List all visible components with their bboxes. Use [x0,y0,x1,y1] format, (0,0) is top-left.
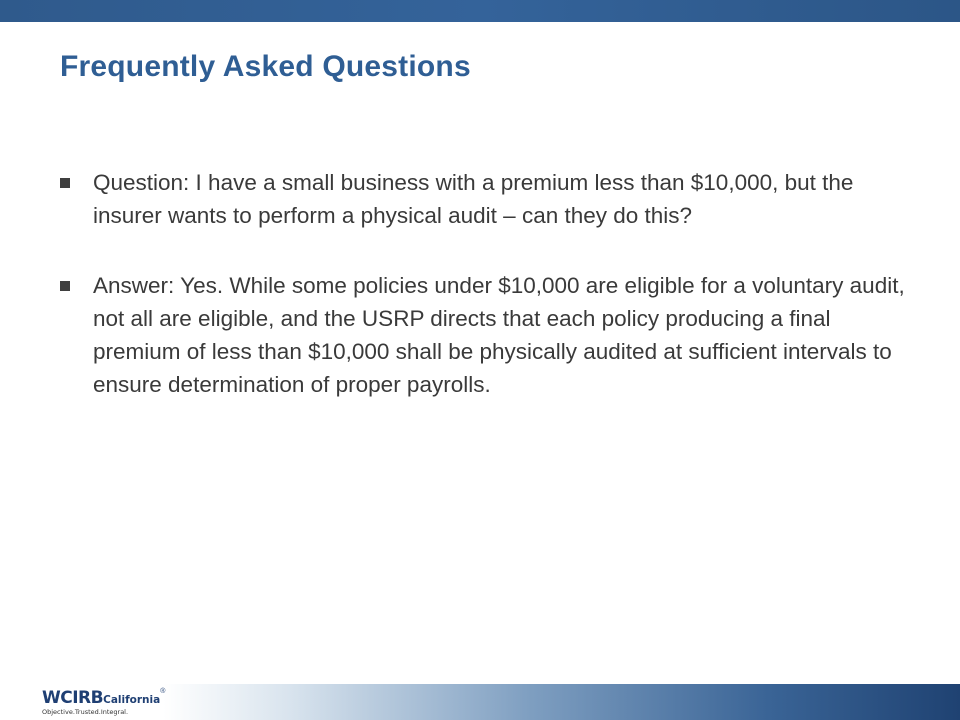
slide-title: Frequently Asked Questions [60,50,471,83]
logo-tagline: Objective.Trusted.Integral. [42,708,129,716]
square-bullet-icon [60,281,70,291]
logo-brand: WCIRB [42,688,104,708]
logo-registered-mark: ® [160,688,166,695]
question-text: Question: I have a small business with a premium less than $10,000, but the insurer wants to perform a physical audit – can they do this? [93,170,854,228]
bullet-question [60,166,910,232]
logo-wordmark [42,688,165,708]
top-banner-bar [0,0,960,22]
logo-state: California [103,694,161,706]
answer-text: Answer: Yes. While some policies under $10,000 are eligible for a voluntary audit, not all are eligible, and the USRP directs that each policy producing a final premium of less than $10,000 shall be physically audited at sufficient intervals to ensure determination of proper payrolls. [93,273,905,397]
bullet-list [60,166,910,438]
bullet-answer [60,269,910,401]
square-bullet-icon [60,178,70,188]
